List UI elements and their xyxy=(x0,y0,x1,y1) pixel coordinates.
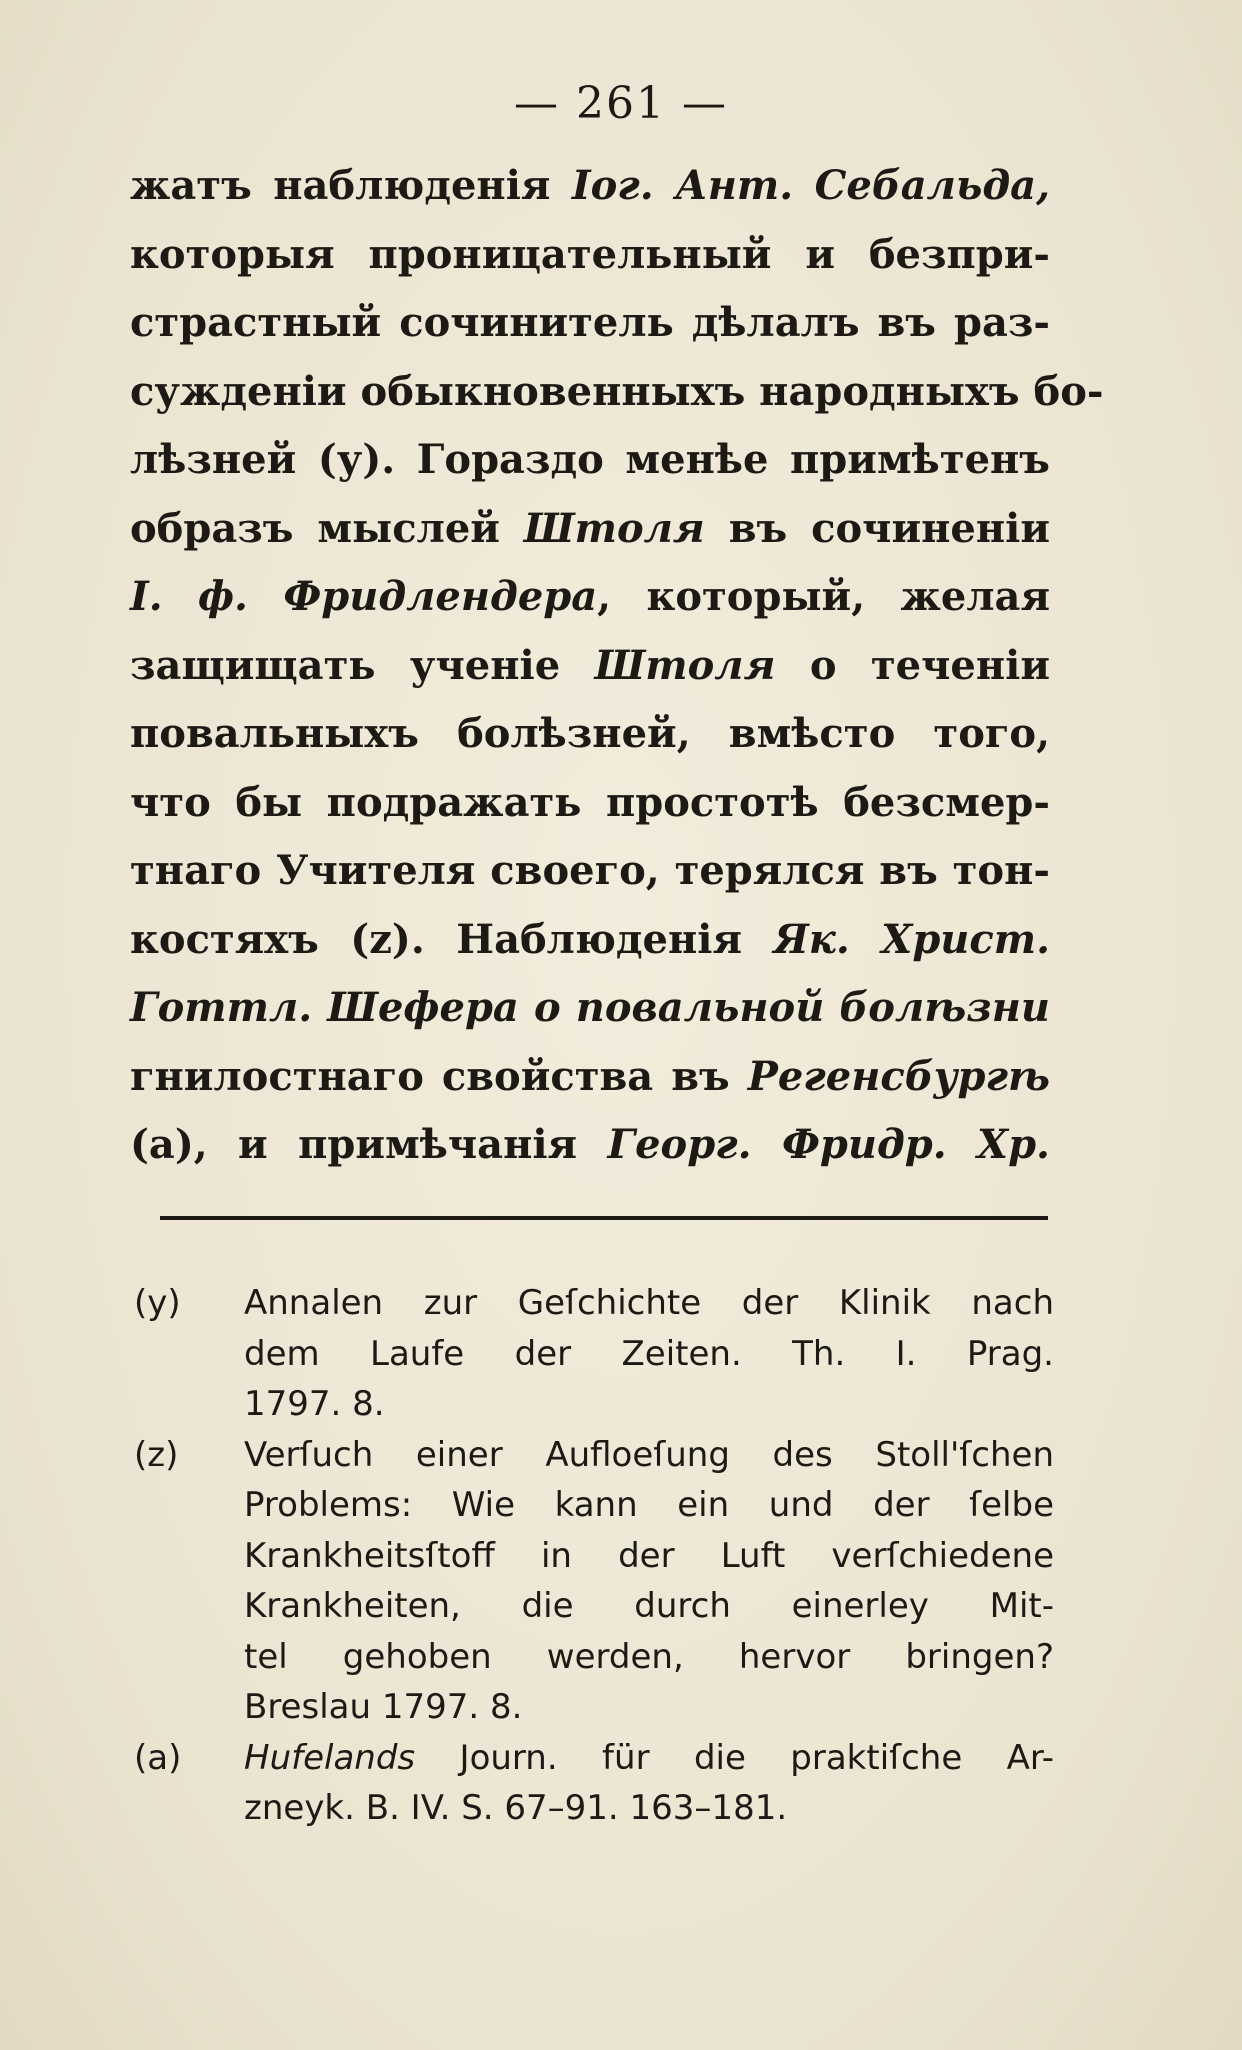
footnote-line: tel gehoben werden, hervor bringen? xyxy=(244,1636,1054,1677)
footnote-line: Krankheitsſtoff in der Luft verſchiedene xyxy=(244,1535,1054,1576)
text-run: въ сочиненіи xyxy=(704,504,1050,552)
text-line xyxy=(130,974,1050,1043)
footnote-line: Verſuch einer Aufloeſung des Stoll'ſchen xyxy=(244,1434,1054,1475)
footnotes xyxy=(134,1278,1054,1834)
footnote-marker: (z) xyxy=(134,1434,179,1475)
footnote xyxy=(134,1278,1054,1430)
footnote-line: 1797. 8. xyxy=(244,1384,385,1424)
text-line xyxy=(130,358,1104,427)
footnote-line: Breslau 1797. 8. xyxy=(244,1687,523,1727)
text-run: защищать ученіе xyxy=(130,641,595,689)
italic-text: Георг. Фридр. Хр. xyxy=(607,1121,1050,1168)
text-line xyxy=(130,563,1050,632)
text-run: тнаго Учителя своего, терялся въ тон- xyxy=(130,847,1050,894)
text-run: повальныхъ болѣзней, вмѣсто того, xyxy=(130,710,1050,757)
text-line xyxy=(130,632,1050,701)
text-run: образъ мыслей xyxy=(130,504,524,552)
italic-text: І. ф. Фридлендера xyxy=(130,573,598,620)
italic-text: Регенсбургѣ xyxy=(747,1052,1050,1100)
text-run: лѣзней (у). Гораздо менѣе примѣтенъ xyxy=(130,436,1050,483)
footnote-line: Hufelands Journ. für die praktiſche Ar- xyxy=(244,1737,1054,1778)
text-line xyxy=(130,221,1050,290)
text-run: что бы подражать простотѣ безсмер- xyxy=(130,778,1050,826)
footnote-line: Problems: Wie kann ein und der ſelbe xyxy=(244,1485,1054,1525)
footnote-line: Krankheiten, die durch einerley Mit- xyxy=(244,1586,1054,1626)
text-run: жатъ наблюденія xyxy=(130,162,572,209)
text-run: костяхъ (z). Наблюденія xyxy=(130,915,774,963)
text-run: страстный сочинитель дѣлалъ въ раз- xyxy=(130,299,1050,346)
text-run: сужденіи обыкновенныхъ народныхъ бо- xyxy=(130,367,1104,415)
text-run: (a), и примѣчанія xyxy=(130,1121,608,1168)
footnote-separator xyxy=(160,1216,1048,1220)
text-line xyxy=(130,1111,1050,1180)
text-line xyxy=(130,495,1050,564)
text-line xyxy=(130,289,1050,358)
footnote-line: zneyk. B. IV. S. 67–91. 163–181. xyxy=(244,1788,788,1828)
text-line xyxy=(130,769,1050,838)
footnote-marker: (a) xyxy=(134,1737,182,1778)
italic-text: Штоля xyxy=(594,641,776,689)
text-line xyxy=(130,906,1050,975)
text-line xyxy=(130,700,1050,769)
footnote xyxy=(134,1733,1054,1834)
text-line xyxy=(130,1043,1050,1112)
text-run: гнилостнаго свойства въ xyxy=(130,1052,748,1100)
italic-text: Іог. Ант. Себальда, xyxy=(571,162,1050,209)
footnote-marker: (y) xyxy=(134,1283,181,1323)
text-run: , который, желая xyxy=(597,573,1050,620)
text-run: о теченіи xyxy=(775,641,1050,689)
page-number: — 261 — xyxy=(514,78,728,129)
text-line xyxy=(130,837,1050,906)
italic-text: Готтл. Шефера о повальной болѣзни xyxy=(130,984,1050,1031)
italic-text: Штоля xyxy=(523,504,705,552)
footnote-line: Annalen zur Geſchichte der Klinik nach xyxy=(244,1283,1054,1323)
footnote-line: dem Laufe der Zeiten. Th. I. Prag. xyxy=(244,1333,1054,1374)
text-line xyxy=(130,426,1050,495)
main-text xyxy=(130,152,1104,1180)
text-line xyxy=(130,152,1050,221)
text-run: которыя проницательный и безпри- xyxy=(130,230,1050,278)
footnote xyxy=(134,1430,1054,1733)
italic-text: Як. Христ. xyxy=(773,915,1050,963)
